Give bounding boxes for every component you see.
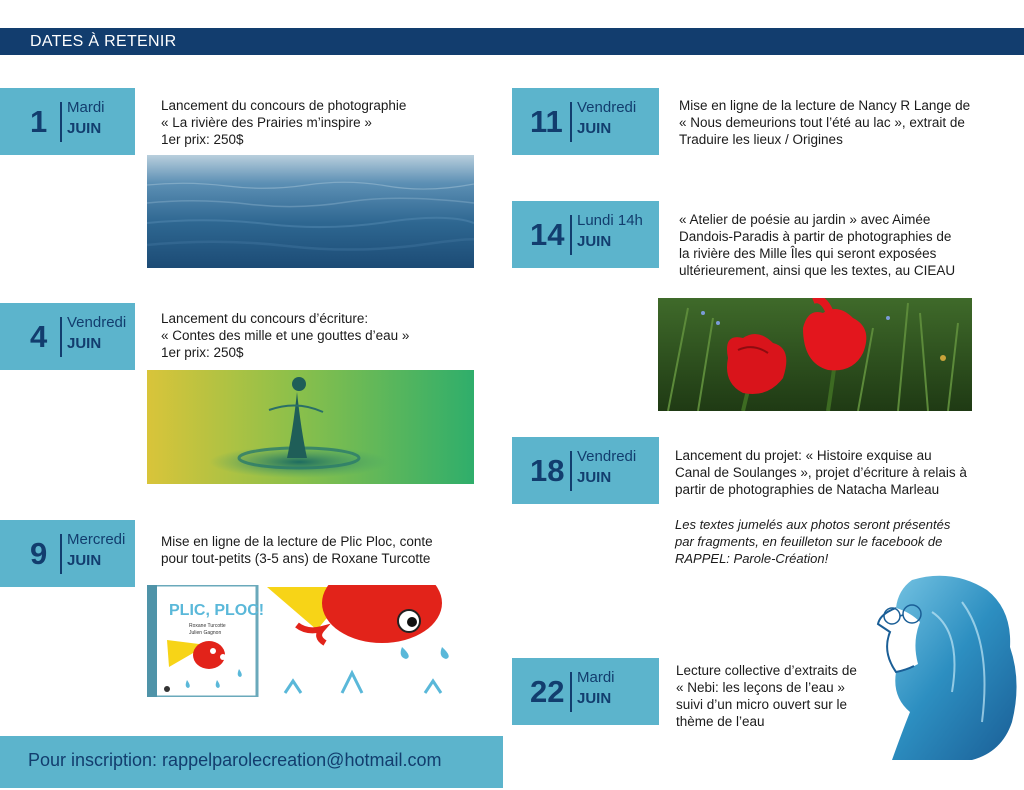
date-number: 4	[30, 319, 48, 354]
event-description: « Atelier de poésie au jardin » avec Aimée Dandois-Paradis à partir de photographies de la rivière des Mille Îles qui seront exposées ultérieurement, ainsi que les textes, au CIEAU	[679, 212, 956, 278]
date-month: JUIN	[577, 120, 612, 137]
date-weekday: Vendredi	[577, 448, 637, 465]
book-illustrator: Julien Gagnon	[189, 630, 222, 636]
date-number: 14	[530, 217, 565, 252]
date-divider	[570, 102, 572, 142]
event-description: Lecture collective d’extraits de « Nebi: les leçons de l’eau » suivi d’un micro ouvert sur le thème de l’eau	[676, 663, 857, 729]
date-number: 1	[30, 104, 48, 139]
event-description: Lancement du concours de photographie « La rivière des Prairies m’inspire » 1er prix: 250$	[161, 98, 407, 147]
date-weekday: Mardi	[67, 99, 105, 116]
date-month: JUIN	[67, 120, 102, 137]
date-weekday: Mercredi	[67, 531, 126, 548]
event-description: Lancement du concours d’écriture: « Contes des mille et une gouttes d’eau » 1er prix: 250$	[161, 311, 410, 360]
date-box-4	[0, 303, 135, 370]
date-divider	[570, 215, 572, 255]
date-number: 22	[530, 674, 565, 709]
date-box-14	[512, 201, 659, 268]
date-number: 18	[530, 453, 565, 488]
date-weekday: Vendredi	[577, 99, 637, 116]
date-box-1	[0, 88, 135, 155]
date-divider	[60, 534, 62, 574]
registration-banner	[0, 736, 503, 788]
date-month: JUIN	[577, 690, 612, 707]
date-number: 11	[530, 104, 563, 139]
water-surface-image	[147, 155, 474, 268]
event-description: Lancement du projet: « Histoire exquise au Canal de Soulanges », projet d’écriture à relais à partir de photographies de Natacha Marleau	[675, 448, 967, 497]
date-box-11	[512, 88, 659, 155]
date-divider	[60, 317, 62, 357]
water-drop-image	[147, 370, 474, 484]
event-description: Mise en ligne de la lecture de Nancy R Lange de « Nous demeurions tout l’été au lac », extrait de Traduire les lieux / Origines	[679, 98, 971, 147]
date-divider	[60, 102, 62, 142]
date-weekday: Lundi 14h	[577, 212, 643, 229]
date-divider	[570, 672, 572, 712]
section-title: DATES À RETENIR	[30, 33, 177, 50]
date-weekday: Vendredi	[67, 314, 127, 331]
book-title: PLIC, PLOC!	[169, 602, 265, 619]
date-weekday: Mardi	[577, 669, 615, 686]
section-header	[0, 28, 1024, 55]
date-divider	[570, 451, 572, 491]
date-box-22	[512, 658, 659, 725]
book-author: Roxane Turcotte	[189, 623, 226, 629]
portrait-illustration	[862, 572, 1024, 762]
registration-email-text[interactable]: Pour inscription: rappelparolecreation@hotmail.com	[28, 750, 442, 770]
date-box-9	[0, 520, 135, 587]
date-number: 9	[30, 536, 48, 571]
book-cover-image	[147, 585, 474, 697]
date-month: JUIN	[67, 335, 102, 352]
event-description: Mise en ligne de la lecture de Plic Ploc, conte pour tout-petits (3-5 ans) de Roxane Turcotte	[161, 534, 433, 566]
date-month: JUIN	[67, 552, 102, 569]
tulips-image	[658, 298, 972, 411]
event-note: Les textes jumelés aux photos seront présentés par fragments, en feuilleton sur le facebook de RAPPEL: Parole-Création!	[675, 517, 951, 566]
date-month: JUIN	[577, 233, 612, 250]
date-box-18	[512, 437, 659, 504]
date-month: JUIN	[577, 469, 612, 486]
